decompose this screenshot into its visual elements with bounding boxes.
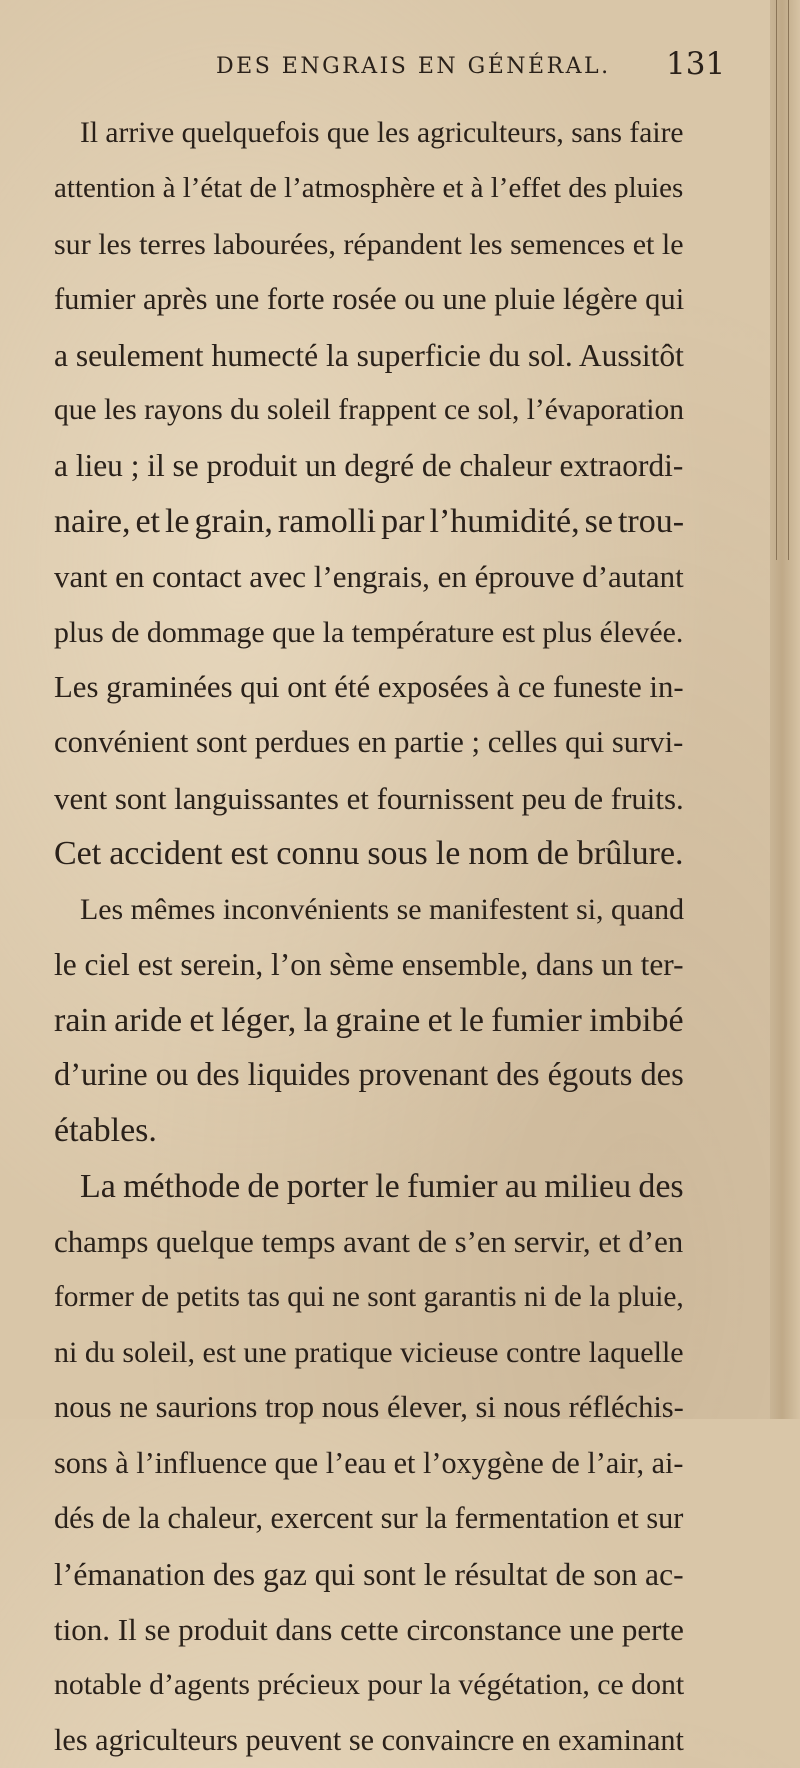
text-line: naire, et le grain, ramolli par l’humidité, se trou- [54,502,685,540]
text-line: fumier après une forte rosée ou une pluie légère qui [54,282,685,317]
text-line: que les rayons du soleil frappent ce sol, l’évaporation [54,394,684,427]
text-line: dés de la chaleur, exercent sur la fermentation et sur [54,1501,684,1536]
text-line: Les mêmes inconvénients se manifestent si, quand [80,892,685,926]
page-header [0,44,800,84]
text-line: sons à l’influence que l’eau et l’oxygène de l’air, ai- [54,1445,684,1480]
text-line: les agriculteurs peuvent se convaincre en examinant [54,1722,684,1757]
text-line: a seulement humecté la superficie du sol. Aussitôt [54,337,684,373]
text-line: vent sont languissantes et fournissent peu de fruits. [54,780,684,816]
page-edge [770,0,800,1419]
edge-line [776,0,777,560]
text-line: champs quelque temps avant de s’en servir, et d’en [54,1224,684,1260]
text-line: convénient sont perdues en partie ; celles qui survi- [54,725,684,760]
text-line: sur les terres labourées, répandent les semences et le [54,227,684,261]
text-line: d’urine ou des liquides provenant des égouts des [54,1056,684,1093]
text-line: étables. [54,1112,157,1150]
text-line: notable d’agents précieux pour la végétation, ce dont [54,1668,685,1702]
text-line: tion. Il se produit dans cette circonstance une perte [54,1611,684,1647]
text-line: La méthode de porter le fumier au milieu des [80,1167,684,1205]
text-line: a lieu ; il se produit un degré de chaleur extraordi- [54,448,684,484]
text-line: attention à l’état de l’atmosphère et à l’effet des pluies [54,172,684,205]
edge-line [788,0,789,560]
text-line: l’émanation des gaz qui sont le résultat de son ac- [54,1556,684,1592]
text-line: ni du soleil, est une pratique vicieuse contre laquelle [54,1335,684,1369]
text-line: former de petits tas qui ne sont garantis ni de la pluie, [54,1280,684,1313]
text-line: Les graminées qui ont été exposées à ce funeste in- [54,670,684,705]
text-line: vant en contact avec l’engrais, en éprouve d’autant [54,559,684,595]
text-line: le ciel est serein, l’on sème ensemble, dans un ter- [54,947,684,983]
text-line: plus de dommage que la température est plus élevée. [54,615,684,649]
body-text [54,106,684,1768]
running-head: DES ENGRAIS EN GÉNÉRAL. [216,54,611,79]
text-line: Cet accident est connu sous le nom de brûlure. [54,835,684,873]
text-line: rain aride et léger, la graine et le fumier imbibé [54,1001,684,1039]
page-number: 131 [666,46,726,82]
text-line: nous ne saurions trop nous élever, si nous réfléchis- [54,1390,684,1425]
text-line: Il arrive quelquefois que les agriculteurs, sans faire [80,117,684,149]
